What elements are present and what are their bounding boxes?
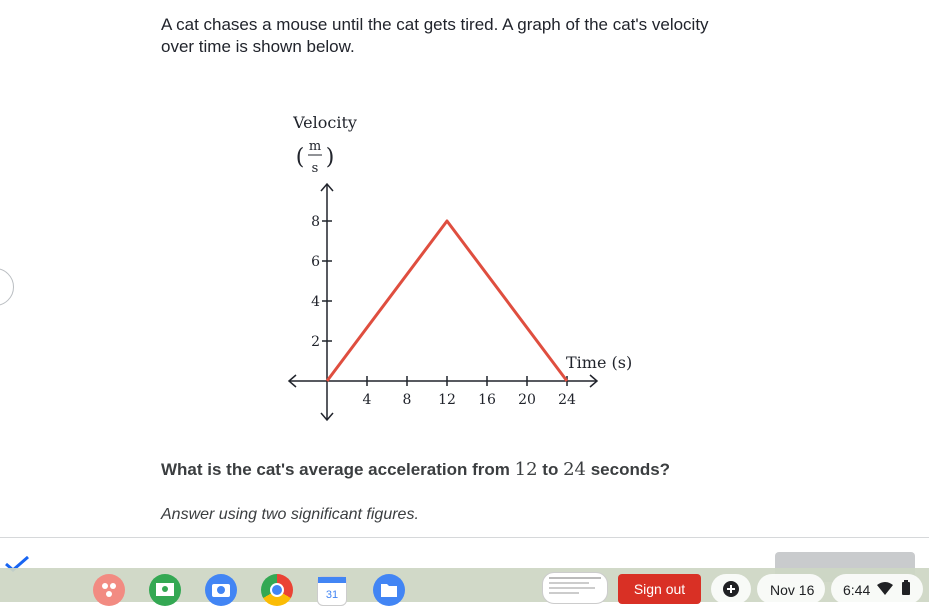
y-tick-label: 8	[311, 214, 320, 230]
y-tick-label: 6	[311, 254, 320, 270]
footer-divider	[0, 537, 929, 538]
y-axis	[321, 184, 333, 420]
y-ticks	[311, 214, 332, 350]
chrome-app-icon[interactable]	[261, 574, 293, 606]
question-to-value: 24	[563, 459, 586, 480]
x-axis	[289, 375, 597, 387]
svg-text:): )	[325, 145, 335, 170]
question-from-value: 12	[514, 459, 538, 480]
answer-hint: Answer using two significant figures.	[161, 506, 419, 523]
x-tick-label: 24	[558, 392, 576, 408]
y-axis-label: Velocity	[293, 113, 357, 132]
calendar-day: 31	[325, 589, 339, 601]
svg-text:(: (	[295, 145, 305, 170]
question-prefix: What is the cat's average acceleration from	[161, 460, 510, 479]
question-suffix: seconds?	[590, 460, 671, 479]
y-axis-unit	[296, 139, 335, 176]
battery-icon	[901, 580, 911, 596]
date-label: Nov 16	[770, 582, 815, 598]
sign-out-button[interactable]: Sign out	[618, 574, 701, 604]
question-middle: to	[542, 460, 559, 479]
files-app-icon[interactable]	[373, 574, 405, 606]
wifi-icon	[877, 582, 893, 596]
problem-line-2: over time is shown below.	[161, 37, 355, 56]
x-tick-label: 8	[402, 392, 412, 408]
palette-app-icon[interactable]	[93, 574, 125, 606]
clock-label: 6:44	[843, 582, 871, 598]
velocity-series-line	[327, 221, 567, 381]
problem-line-1: A cat chases a mouse until the cat gets tired. A graph of the cat's velocity	[161, 15, 709, 34]
y-unit-numerator: m	[308, 139, 322, 154]
window-thumbnail[interactable]	[542, 572, 608, 604]
question-text	[161, 459, 670, 480]
x-tick-label: 4	[362, 392, 372, 408]
y-unit-denominator: s	[311, 161, 319, 176]
y-tick-label: 4	[311, 294, 320, 310]
x-tick-label: 16	[478, 392, 496, 408]
plus-icon	[711, 574, 751, 604]
x-tick-label: 12	[438, 392, 456, 408]
camera-app-icon[interactable]	[205, 574, 237, 606]
y-tick-label: 2	[311, 334, 320, 350]
add-button-pill[interactable]	[711, 574, 751, 604]
classroom-app-icon[interactable]	[149, 574, 181, 606]
series-group	[327, 221, 567, 381]
x-axis-label: Time (s)	[566, 353, 633, 372]
x-tick-label: 20	[518, 392, 536, 408]
